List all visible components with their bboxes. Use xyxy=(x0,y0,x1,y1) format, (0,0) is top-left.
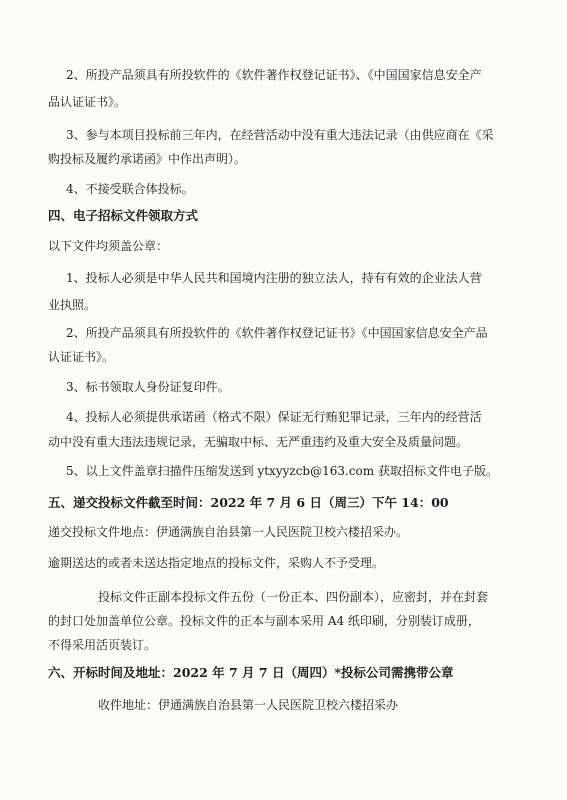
text-line: 3、参与本项目投标前三年内，在经营活动中没有重大违法记录（由供应商在《采 xyxy=(66,128,494,142)
text-line: 品认证证书》。 xyxy=(48,95,127,109)
text-line: 认证证书》。 xyxy=(48,350,115,364)
text-line: 业执照。 xyxy=(48,298,97,312)
section-heading: 五、递交投标文件截至时间：2022 年 7 月 6 日（周三）下午 14：00 xyxy=(48,495,449,510)
text-line: 不得采用活页装订。 xyxy=(48,638,157,652)
text-line: 1、投标人必须是中华人民共和国境内注册的独立法人，持有有效的企业法人营 xyxy=(66,271,482,285)
text-line: 逾期送达的或者未送达指定地点的投标文件，采购人不予受理。 xyxy=(48,556,385,570)
text-line: 2、所投产品须具有所投软件的《软件著作权登记证书》《中国国家信息安全产品 xyxy=(66,326,488,340)
section-heading: 六、开标时间及地址：2022 年 7 月 7 日（周四）*投标公司需携带公章 xyxy=(48,665,454,680)
text-line: 收件地址：伊通满族自治县第一人民医院卫校六楼招采办 xyxy=(98,698,399,712)
text-line: 递交投标文件地点：伊通满族自治县第一人民医院卫校六楼招采办。 xyxy=(48,525,409,539)
text-line: 的封口处加盖单位公章。投标文件的正本与副本采用 A4 纸印刷，分别装订成册， xyxy=(48,614,480,628)
text-line: 动中没有重大违法违规记录，无骗取中标、无严重违约及重大安全及质量问题。 xyxy=(48,435,469,449)
text-line: 2、所投产品须具有所投软件的《软件著作权登记证书》、《中国国家信息安全产 xyxy=(66,68,482,82)
text-line: 以下文件均须盖公章： xyxy=(48,239,169,253)
text-line: 投标文件正副本投标文件五份（一份正本、四份副本），应密封，并在封套 xyxy=(98,590,489,604)
text-line: 4、投标人必须提供承诺函（格式不限）保证无行贿犯罪记录，三年内的经营活 xyxy=(66,410,482,424)
section-heading: 四、电子招标文件领取方式 xyxy=(48,208,199,223)
text-line: 购投标及履约承诺函》中作出声明）。 xyxy=(48,152,247,166)
text-line: 4、不接受联合体投标。 xyxy=(66,182,194,196)
text-line: 3、标书领取人身份证复印件。 xyxy=(66,380,230,394)
text-line: 5、以上文件盖章扫描件压缩发送到 ytxyyzcb@163.com 获取招标文件电子版。 xyxy=(66,464,498,478)
